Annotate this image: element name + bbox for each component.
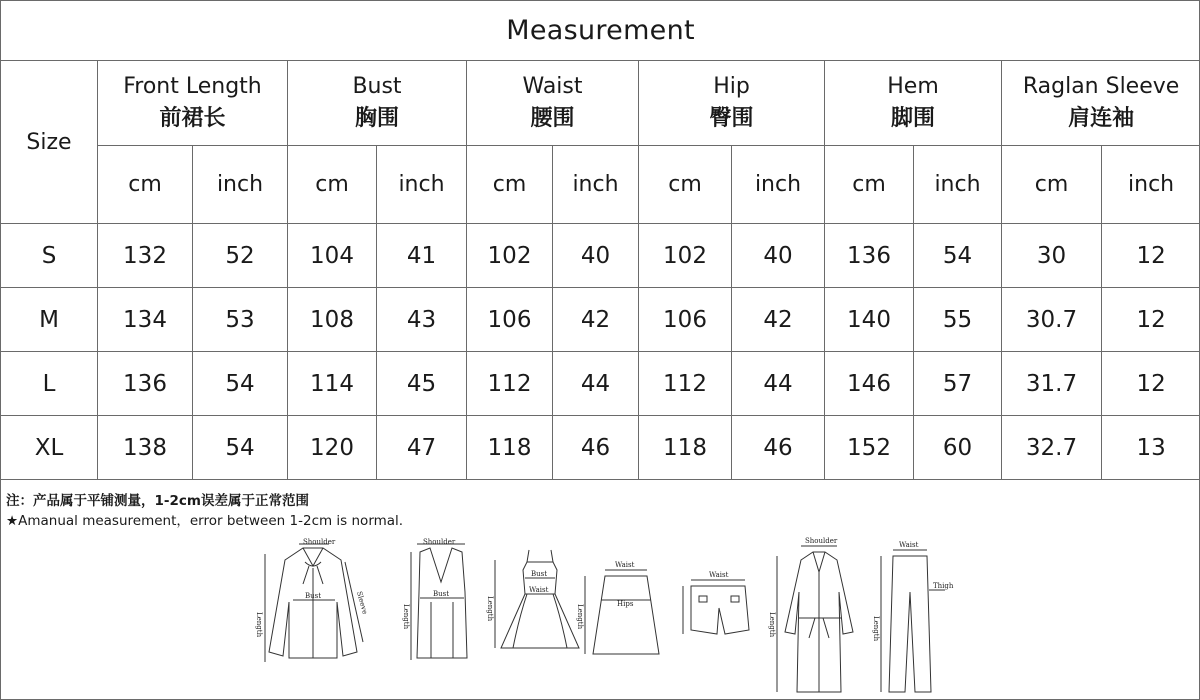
size-cell: S [1, 224, 98, 288]
unit-inch: inch [1102, 146, 1200, 224]
column-header-en: Raglan Sleeve [1022, 74, 1180, 99]
value-cell: 43 [377, 288, 467, 352]
column-header-en: Hip [713, 74, 750, 99]
column-header-cn: 腰围 [530, 106, 575, 131]
column-header-cn: 臀围 [709, 106, 754, 131]
unit-cm: cm [825, 146, 914, 224]
thigh-label: Thigh [933, 582, 954, 590]
note-english: ★Amanual measurement，error between 1-2cm is normal. [6, 513, 404, 529]
column-header-en: Front Length [123, 74, 262, 99]
table-title: Measurement [1, 1, 1200, 61]
value-cell: 104 [288, 224, 377, 288]
value-cell: 134 [98, 288, 193, 352]
column-header-cn: 脚围 [890, 106, 935, 131]
length-label: Length [872, 616, 880, 642]
length-label: Length [402, 604, 410, 630]
value-cell: 32.7 [1002, 416, 1102, 480]
unit-cm: cm [467, 146, 553, 224]
length-label: Length [576, 604, 584, 630]
value-cell: 152 [825, 416, 914, 480]
value-cell: 45 [377, 352, 467, 416]
column-header-waist [467, 61, 639, 146]
unit-cm: cm [639, 146, 732, 224]
size-cell: L [1, 352, 98, 416]
column-header-en: Bust [352, 74, 402, 99]
value-cell: 12 [1102, 352, 1200, 416]
size-cell: M [1, 288, 98, 352]
table-row [1, 224, 1200, 288]
value-cell: 42 [553, 288, 639, 352]
value-cell: 54 [193, 416, 288, 480]
length-label: Length [255, 612, 263, 638]
note-chinese: 注：产品属于平铺测量，1-2cm误差属于正常范围 [6, 493, 309, 509]
waist-label: Waist [529, 586, 549, 594]
column-header-cn: 前裙长 [159, 106, 226, 131]
value-cell: 120 [288, 416, 377, 480]
value-cell: 55 [914, 288, 1002, 352]
value-cell: 13 [1102, 416, 1200, 480]
sleeve-label: Sleeve [355, 590, 369, 616]
value-cell: 40 [553, 224, 639, 288]
value-cell: 30 [1002, 224, 1102, 288]
column-header-en: Hem [887, 74, 939, 99]
bust-label: Bust [305, 592, 322, 600]
value-cell: 57 [914, 352, 1002, 416]
value-cell: 46 [732, 416, 825, 480]
column-header-hem [825, 61, 1002, 146]
unit-cm: cm [98, 146, 193, 224]
value-cell: 106 [467, 288, 553, 352]
shoulder-label: Shoulder [303, 538, 336, 546]
value-cell: 102 [639, 224, 732, 288]
unit-cm: cm [288, 146, 377, 224]
value-cell: 114 [288, 352, 377, 416]
garment-diagrams [245, 532, 960, 694]
value-cell: 30.7 [1002, 288, 1102, 352]
shorts-diagram [683, 580, 749, 634]
measurement-notes [6, 491, 403, 531]
value-cell: 106 [639, 288, 732, 352]
value-cell: 46 [553, 416, 639, 480]
value-cell: 54 [193, 352, 288, 416]
value-cell: 112 [639, 352, 732, 416]
value-cell: 136 [98, 352, 193, 416]
value-cell: 118 [639, 416, 732, 480]
column-header-cn: 胸围 [354, 106, 399, 131]
bust-label: Bust [433, 590, 450, 598]
length-label: Length [768, 612, 776, 638]
value-cell: 54 [914, 224, 1002, 288]
size-cell: XL [1, 416, 98, 480]
coat-diagram [777, 546, 853, 692]
column-header-cn: 肩连袖 [1068, 106, 1135, 131]
shoulder-label: Shoulder [805, 537, 838, 545]
unit-inch: inch [732, 146, 825, 224]
column-header-bust [288, 61, 467, 146]
value-cell: 102 [467, 224, 553, 288]
value-cell: 52 [193, 224, 288, 288]
column-header-en: Waist [522, 74, 583, 99]
value-cell: 118 [467, 416, 553, 480]
waist-label: Waist [709, 571, 729, 579]
value-cell: 112 [467, 352, 553, 416]
length-label: Length [486, 596, 494, 622]
measurement-illustration [245, 532, 960, 694]
unit-inch: inch [553, 146, 639, 224]
value-cell: 12 [1102, 288, 1200, 352]
value-cell: 136 [825, 224, 914, 288]
value-cell: 44 [732, 352, 825, 416]
waist-label: Waist [615, 561, 635, 569]
value-cell: 40 [732, 224, 825, 288]
value-cell: 42 [732, 288, 825, 352]
size-header: Size [1, 61, 98, 224]
table-row [1, 416, 1200, 480]
waist-label: Waist [899, 541, 919, 549]
value-cell: 41 [377, 224, 467, 288]
table-row [1, 288, 1200, 352]
unit-cm: cm [1002, 146, 1102, 224]
unit-inch: inch [914, 146, 1002, 224]
column-header-raglan-sleeve [1002, 61, 1200, 146]
skirt-diagram [585, 570, 659, 654]
shoulder-label: Shoulder [423, 538, 456, 546]
unit-inch: inch [377, 146, 467, 224]
value-cell: 47 [377, 416, 467, 480]
tank-diagram [411, 544, 467, 660]
column-header-hip [639, 61, 825, 146]
dress-diagram [495, 550, 579, 648]
table-row [1, 352, 1200, 416]
value-cell: 132 [98, 224, 193, 288]
column-header-front-length [98, 61, 288, 146]
blouse-diagram [265, 544, 363, 662]
unit-inch: inch [193, 146, 288, 224]
value-cell: 108 [288, 288, 377, 352]
bust-label: Bust [531, 570, 548, 578]
value-cell: 146 [825, 352, 914, 416]
value-cell: 31.7 [1002, 352, 1102, 416]
value-cell: 53 [193, 288, 288, 352]
value-cell: 60 [914, 416, 1002, 480]
hips-label: Hips [617, 600, 634, 608]
value-cell: 44 [553, 352, 639, 416]
value-cell: 140 [825, 288, 914, 352]
value-cell: 138 [98, 416, 193, 480]
value-cell: 12 [1102, 224, 1200, 288]
trousers-diagram [881, 550, 945, 692]
